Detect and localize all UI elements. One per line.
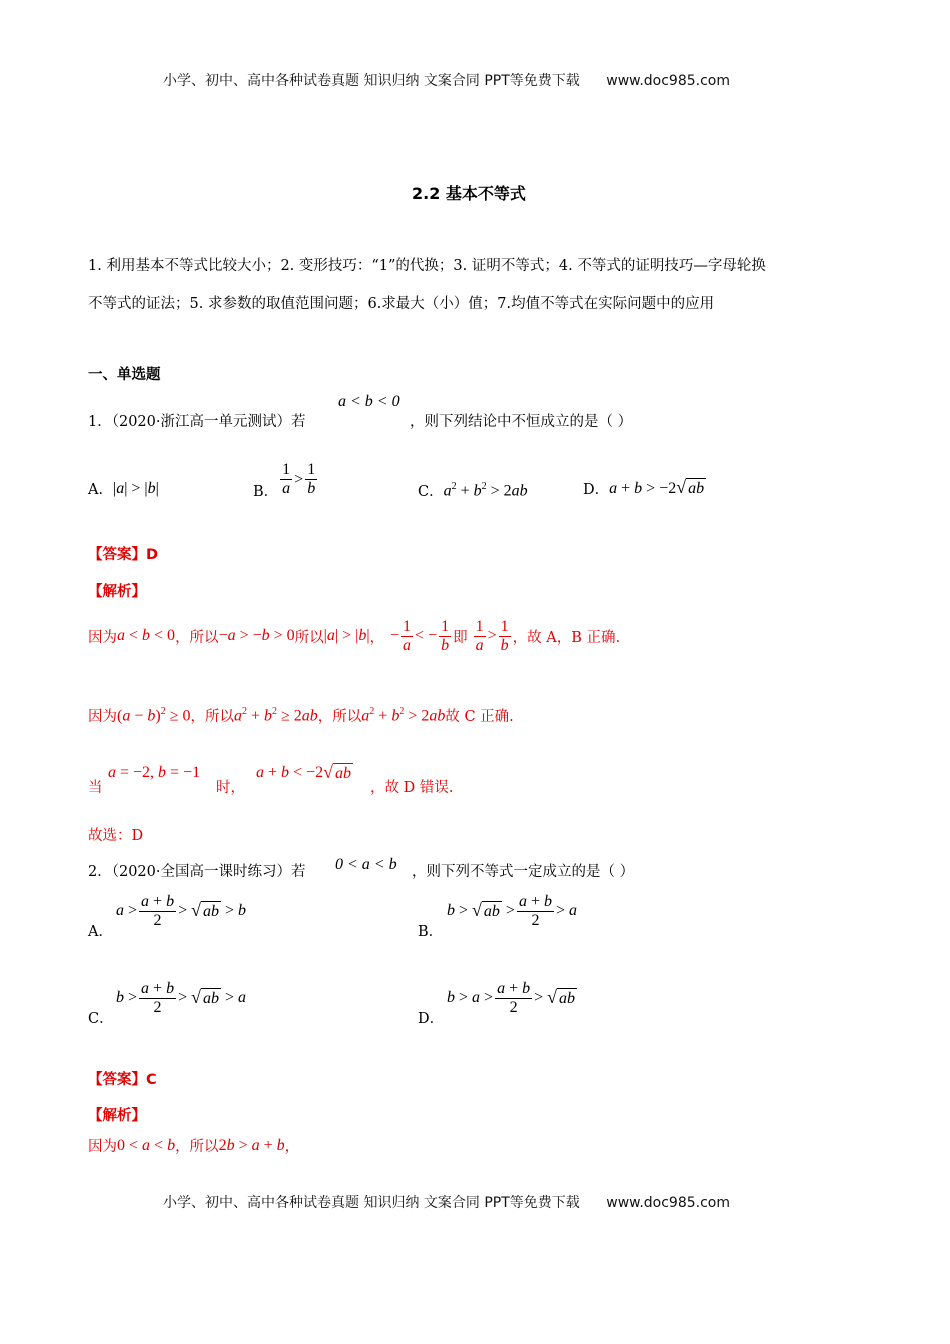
q1-option-a xyxy=(88,478,159,499)
q1-option-d-formula: a + b > −2 √ ab xyxy=(609,477,705,498)
q2-e1-text-2: ，所以 xyxy=(175,1139,219,1155)
q1-tail: ，则下列结论中不恒成立的是（ ） xyxy=(410,414,633,430)
page-footer xyxy=(163,1192,730,1212)
q2-e1-text-1: 因为 xyxy=(88,1139,117,1155)
q1-final: 故选：D xyxy=(88,828,144,844)
q1-option-b-formula: $\frac{1}{a}$ > $\frac{1}{b}$ xyxy=(282,461,316,497)
q2-tail: ，则下列不等式一定成立的是（ ） xyxy=(412,864,635,880)
q2-option-b-formula: b > √ ab > $\frac{a + b}{2}$ > a xyxy=(447,893,578,929)
summary-line-2: 不等式的证法；5. 求参数的取值范围问题；6.求最大（小）值；7.均值不等式在实际问题中的应用 xyxy=(88,296,715,312)
q1-option-a-label: A． xyxy=(88,482,113,498)
q2-explanation-1 xyxy=(88,1135,299,1156)
q2-option-b-label: B． xyxy=(418,924,444,940)
q1-number: 1． xyxy=(88,414,112,430)
q1-e1-formula-2: −a > −b > 0 xyxy=(218,627,295,645)
footer-text: 小学、初中、高中各种试卷真题 知识归纳 文案合同 PPT等免费下载 xyxy=(163,1195,580,1211)
q1-option-c-formula: $a^2 + b^2 > 2ab$ xyxy=(443,480,528,500)
q1-e1-text-2: ，所以 xyxy=(175,629,219,646)
q2-source: （2020·全国高一课时练习）若 xyxy=(111,864,306,880)
q2-option-a-label: A． xyxy=(88,924,113,940)
q1-option-b xyxy=(253,458,319,501)
q1-e3-text-1: 当 xyxy=(88,780,103,796)
q1-explanation-1 xyxy=(88,618,620,654)
q1-e3-text-2: 时， xyxy=(216,780,245,796)
summary-line-1: 1. 利用基本不等式比较大小；2. 变形技巧：“1”的代换；3. 证明不等式；4. 不等式的证明技巧—字母轮换 xyxy=(88,258,766,274)
q2-option-d-label: D． xyxy=(418,1011,445,1027)
q1-e1-text-6: ，故 A，B 正确. xyxy=(512,629,621,646)
q1-e3-formula-1: a = −2, b = −1 xyxy=(108,764,201,781)
page-header xyxy=(163,70,730,90)
q1-e1-formula-3: |a| > |b| xyxy=(323,627,370,645)
q1-e1-formula-1: a < b < 0 xyxy=(117,627,176,645)
page-title: 2.2 基本不等式 xyxy=(412,184,526,203)
section-heading: 一、单选题 xyxy=(88,367,161,383)
q2-option-d-formula: b > a > $\frac{a + b}{2}$ > √ ab xyxy=(447,980,576,1016)
q1-option-c-label: C． xyxy=(418,484,444,500)
q1-e2-text-3: ，所以 xyxy=(317,709,362,725)
q1-answer: 【答案】D xyxy=(88,547,159,563)
q2-e1-text-3: ， xyxy=(284,1139,300,1155)
q1-option-d-label: D． xyxy=(583,482,610,498)
q1-e1-text-5: 即 xyxy=(453,629,468,646)
q1-e3-formula-2: a + b < −2 √ ab xyxy=(256,762,351,782)
q2-number: 2． xyxy=(88,864,112,880)
q1-explanation-2 xyxy=(88,705,514,726)
q1-condition: a < b < 0 xyxy=(338,393,400,410)
q1-e1-text-3: 所以 xyxy=(294,629,324,646)
q1-e2-text-4: 故 C 正确. xyxy=(445,709,514,725)
q1-e3-text-3: ，故 D 错误. xyxy=(370,780,454,796)
q2-condition: 0 < a < b xyxy=(335,856,397,873)
q1-e1-text-1: 因为 xyxy=(88,629,117,646)
q2-option-c-formula: b > $\frac{a + b}{2}$ > √ ab > a xyxy=(116,980,247,1016)
q2-stem xyxy=(88,860,306,881)
q1-e1-formula-4: − $\frac{1}{a}$ < − $\frac{1}{b}$ xyxy=(390,618,450,654)
q1-e2-formula-3: $a^2 + b^2 > 2ab$ xyxy=(361,705,446,725)
header-url: www.doc985.com xyxy=(606,73,730,89)
footer-url: www.doc985.com xyxy=(606,1195,730,1211)
q1-e2-text-2: ，所以 xyxy=(190,709,234,725)
q1-option-c xyxy=(418,480,528,501)
q1-stem xyxy=(88,410,306,431)
q1-analysis-label: 【解析】 xyxy=(88,584,146,600)
q1-e2-formula-2: $a^2 + b^2 \ge 2ab$ xyxy=(233,705,318,725)
q2-e1-formula-2: 2b > a + b xyxy=(218,1136,285,1154)
q1-e1-text-4: ， xyxy=(369,629,385,646)
q2-option-a-formula: a > $\frac{a + b}{2}$ > √ ab > b xyxy=(116,893,247,929)
q1-e2-text-1: 因为 xyxy=(88,709,117,725)
q1-e2-formula-1: $(a - b)^2 \ge 0$ xyxy=(117,705,191,725)
q1-option-a-formula: |a| > |b| xyxy=(112,479,159,497)
q1-option-b-label: B． xyxy=(253,484,279,500)
q2-e1-formula-1: 0 < a < b xyxy=(117,1136,176,1154)
q1-option-d xyxy=(583,478,706,499)
q2-analysis-label: 【解析】 xyxy=(88,1108,146,1124)
q2-answer: 【答案】C xyxy=(88,1072,157,1088)
q2-option-c-label: C． xyxy=(88,1011,114,1027)
q1-source: （2020·浙江高一单元测试）若 xyxy=(111,414,306,430)
q1-e1-formula-5: $\frac{1}{a}$ > $\frac{1}{b}$ xyxy=(475,618,509,654)
header-text: 小学、初中、高中各种试卷真题 知识归纳 文案合同 PPT等免费下载 xyxy=(163,73,580,89)
